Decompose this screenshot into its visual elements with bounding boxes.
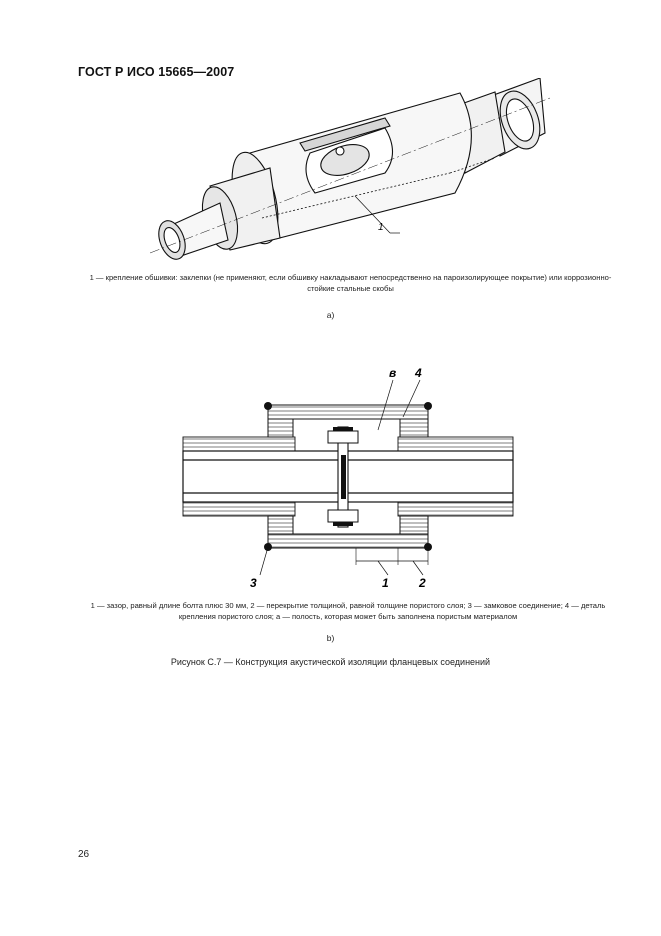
figure-a-pipe-drawing — [150, 78, 550, 268]
figure-b-callout-3: 3 — [250, 576, 257, 590]
figure-b-callout-4: 4 — [415, 366, 422, 380]
figure-a-label: а) — [326, 310, 335, 320]
figure-b-label: b) — [326, 633, 335, 643]
figure-b-section-drawing — [178, 365, 518, 595]
figure-title: Рисунок С.7 — Конструкция акустической изоляции фланцевых соединений — [170, 657, 491, 667]
figure-a-callout-1: 1 — [378, 222, 384, 233]
page-number: 26 — [78, 849, 90, 860]
figure-b-callout-a: в — [389, 366, 397, 380]
document-header: ГОСТ Р ИСО 15665—2007 — [78, 65, 235, 79]
figure-b-caption: 1 — зазор, равный длине болта плюс 30 мм, 2 — перекрытие толщиной, равной толщине пористого слоя; 3 — замковое соединение; 4 — деталь крепления пористого слоя; а — полость, которая может быть заполнена пористым материалом — [90, 601, 606, 621]
figure-a-caption: 1 — крепление обшивки: заклепки (не применяют, если обшивку накладывают непосредственно на пароизолирующее покрытие) или коррозионно-стойкие стальные скобы — [89, 273, 612, 293]
figure-b-callout-1: 1 — [382, 576, 389, 590]
figure-b-callout-2: 2 — [419, 576, 426, 590]
